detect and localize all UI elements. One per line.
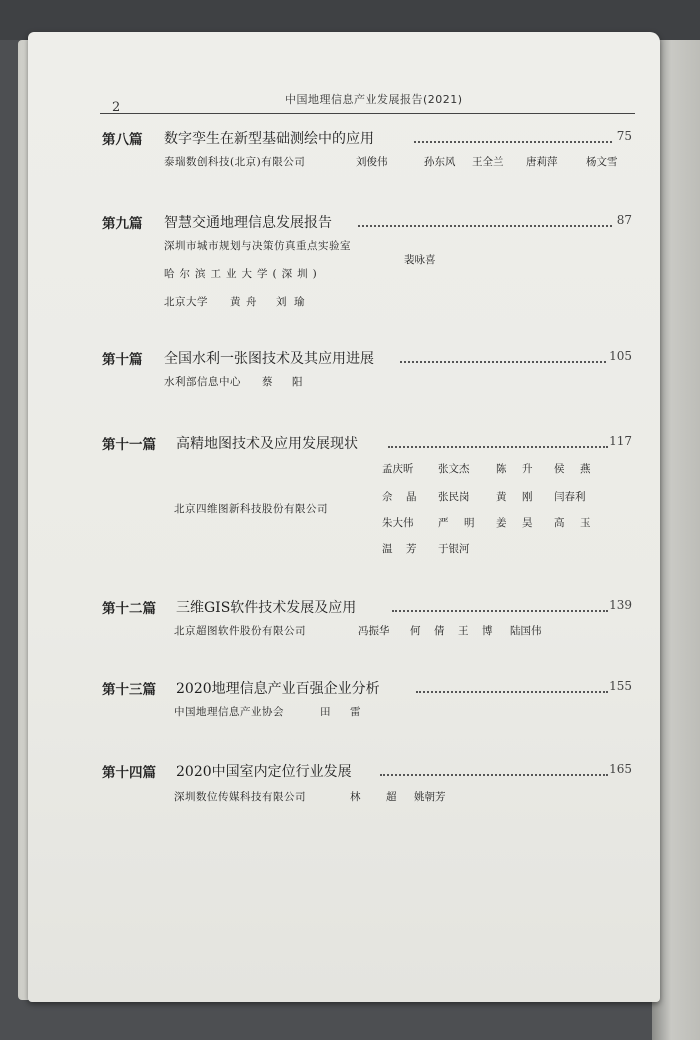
toc-entry-12 xyxy=(102,597,632,637)
page-ref: 165 xyxy=(609,762,632,776)
author: 姜 xyxy=(496,517,507,529)
org: 中国地理信息产业协会 xyxy=(174,706,284,718)
author: 陆国伟 xyxy=(510,625,542,637)
part-label: 第十四篇 xyxy=(102,765,156,781)
page-ref: 105 xyxy=(609,349,632,363)
page-ref: 75 xyxy=(616,129,632,143)
org: 泰瑞数创科技(北京)有限公司 xyxy=(164,156,306,168)
author: 昊 xyxy=(522,517,533,529)
author: 升 xyxy=(522,463,533,475)
header-rule xyxy=(100,113,635,114)
author: 蔡 xyxy=(262,376,273,388)
author: 高 xyxy=(554,517,565,529)
author: 王全兰 xyxy=(472,156,504,168)
author: 唐莉萍 xyxy=(526,156,558,168)
author: 杨文雪 xyxy=(586,156,618,168)
part-label: 第十三篇 xyxy=(102,682,156,698)
author: 侯 xyxy=(554,463,565,475)
page-ref: 139 xyxy=(609,598,632,612)
author: 黄 xyxy=(230,296,241,308)
page-ref: 87 xyxy=(616,213,632,227)
dot-leader xyxy=(380,774,608,776)
author: 闫春利 xyxy=(554,491,586,503)
org: 水利部信息中心 xyxy=(164,376,241,388)
author: 燕 xyxy=(580,463,591,475)
chapter-title: 2020中国室内定位行业发展 xyxy=(176,764,352,780)
author: 于银河 xyxy=(438,543,470,555)
org: 北京四维图新科技股份有限公司 xyxy=(174,503,328,515)
author: 刘 xyxy=(276,296,287,308)
dot-leader xyxy=(358,225,612,227)
running-title: 中国地理信息产业发展报告(2021) xyxy=(285,93,463,106)
author: 佘 xyxy=(382,491,393,503)
toc-entry-9 xyxy=(102,212,632,308)
chapter-title: 2020地理信息产业百强企业分析 xyxy=(176,681,380,697)
dot-leader xyxy=(400,361,606,363)
author: 黄 xyxy=(496,491,507,503)
chapter-title: 数字孪生在新型基础测绘中的应用 xyxy=(164,131,374,147)
dot-leader xyxy=(392,610,608,612)
part-label: 第八篇 xyxy=(102,132,143,148)
toc-entry-13 xyxy=(102,678,632,718)
author: 明 xyxy=(464,517,475,529)
toc-entry-8 xyxy=(102,128,632,168)
page-ref: 117 xyxy=(609,434,632,448)
chapter-title: 全国水利一张图技术及其应用进展 xyxy=(164,351,374,367)
part-label: 第十二篇 xyxy=(102,601,156,617)
page-number: 2 xyxy=(112,100,121,115)
author: 超 xyxy=(386,791,397,803)
author: 雷 xyxy=(350,706,361,718)
dot-leader xyxy=(388,446,608,448)
author: 姚朝芳 xyxy=(414,791,446,803)
org: 北京超图软件股份有限公司 xyxy=(174,625,306,637)
part-label: 第十篇 xyxy=(102,352,143,368)
part-label: 第十一篇 xyxy=(102,437,156,453)
author: 陈 xyxy=(496,463,507,475)
author: 倩 xyxy=(434,625,445,637)
chapter-title: 智慧交通地理信息发展报告 xyxy=(164,215,332,231)
author: 田 xyxy=(320,706,331,718)
chapter-title: 高精地图技术及应用发展现状 xyxy=(176,436,358,452)
author: 舟 xyxy=(246,296,257,308)
author: 瑜 xyxy=(294,296,305,308)
page-ref: 155 xyxy=(609,679,632,693)
author: 张民岗 xyxy=(438,491,470,503)
author: 严 xyxy=(438,517,449,529)
author: 冯振华 xyxy=(358,625,390,637)
dot-leader xyxy=(416,691,608,693)
author: 朱大伟 xyxy=(382,517,414,529)
author: 温 xyxy=(382,543,393,555)
toc-entry-14 xyxy=(102,761,632,803)
author: 孙东风 xyxy=(424,156,456,168)
dot-leader xyxy=(414,141,612,143)
part-label: 第九篇 xyxy=(102,216,143,232)
author: 博 xyxy=(482,625,493,637)
author: 芳 xyxy=(406,543,417,555)
author: 刚 xyxy=(522,491,533,503)
org: 哈尔滨工业大学(深圳) xyxy=(164,268,322,280)
author: 张文杰 xyxy=(438,463,470,475)
org: 北京大学 xyxy=(164,296,208,308)
book-page xyxy=(28,32,660,1002)
chapter-title: 三维GIS软件技术发展及应用 xyxy=(176,600,357,616)
author: 阳 xyxy=(292,376,303,388)
org: 深圳数位传媒科技有限公司 xyxy=(174,791,306,803)
author: 玉 xyxy=(580,517,591,529)
toc-entry-10 xyxy=(102,348,632,388)
author: 孟庆昕 xyxy=(382,463,414,475)
author: 裴咏喜 xyxy=(404,254,436,266)
author: 刘俊伟 xyxy=(356,156,388,168)
author: 晶 xyxy=(406,491,417,503)
author: 王 xyxy=(458,625,469,637)
author: 林 xyxy=(350,791,361,803)
org: 深圳市城市规划与决策仿真重点实验室 xyxy=(164,240,351,252)
author: 何 xyxy=(410,625,421,637)
toc-entry-11 xyxy=(102,433,632,555)
